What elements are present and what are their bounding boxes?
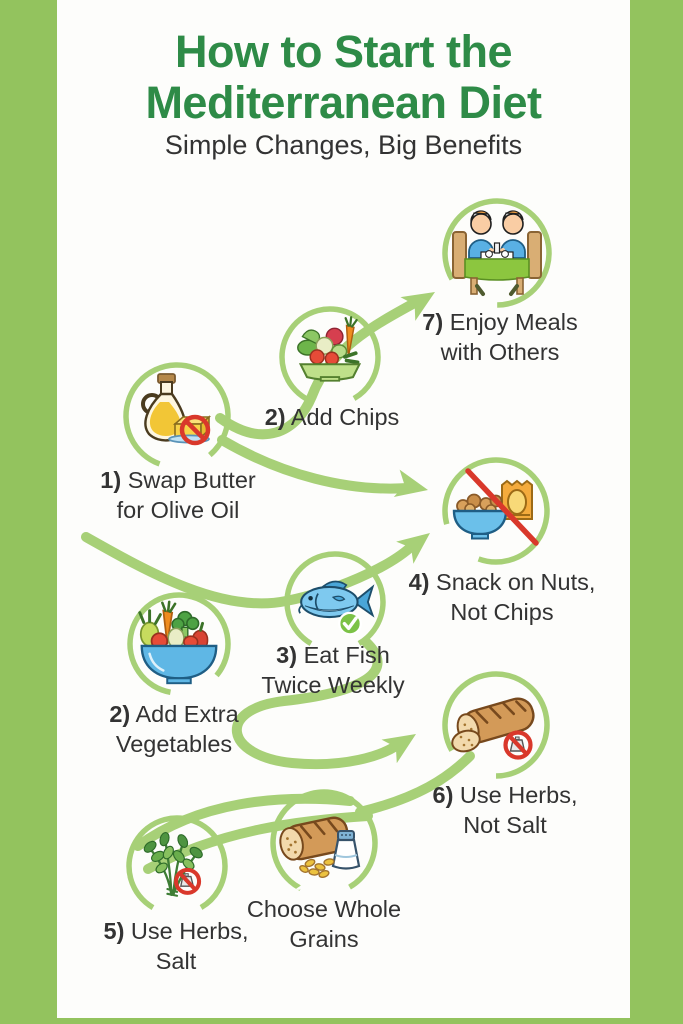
whole-grains-label: Choose Whole Grains [246,896,402,952]
step-7-label: 7) Enjoy Meals with Others [422,309,578,365]
step-number: 6) [432,782,454,808]
step-number: 4) [408,569,430,595]
step-2-label: 2) Add Extra Vegetables [109,701,239,757]
step-3-label: 3) Eat Fish Twice Weekly [261,642,405,698]
step-number: 3) [276,642,298,668]
olive-oil-no-butter-icon [127,366,227,466]
fish-check-icon [288,555,382,649]
step-4-label: 4) Snack on Nuts, Not Chips [408,569,596,625]
nuts-no-chips-icon [446,461,546,561]
step-number: 2) [264,404,286,430]
bread-salt-grains-icon [274,793,374,893]
page-subtitle: Simple Changes, Big Benefits [164,130,523,160]
bread-no-salt-icon [446,675,546,775]
step-number: 5) [103,918,125,944]
family-meal-icon [447,202,547,302]
add-chips-label: 2) Add Chips [264,404,400,430]
step-6-label: 6) Use Herbs, Not Salt [432,782,578,838]
step-number: 2) [109,701,131,727]
step-1-label: 1) Swap Butter for Olive Oil [100,467,256,523]
step-5-label: 5) Use Herbs, Salt [103,918,249,974]
page-title: How to Start the Mediterranean Diet [145,26,542,129]
step-number: 1) [100,467,122,493]
step-number: 7) [422,309,444,335]
vegetable-bowl-icon [130,595,228,693]
salad-bowl-icon [284,309,376,401]
arrow-to-step6 [382,722,424,763]
